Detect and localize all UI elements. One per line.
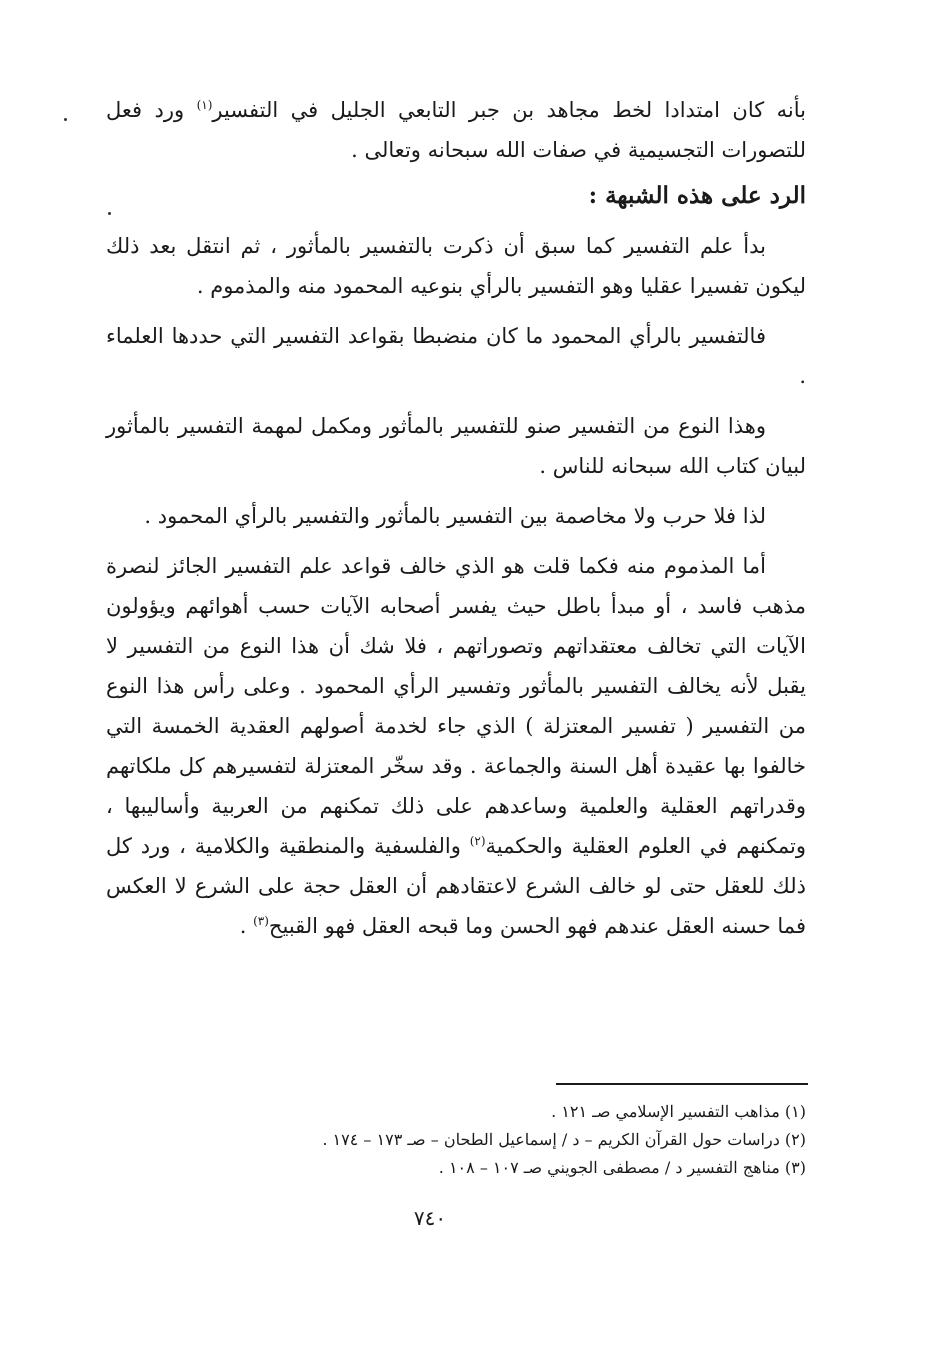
paragraph-1-text-b: ورد فعل للتصورات التجسيمية في صفات الله سبحانه وتعالى .: [106, 98, 806, 162]
scan-speck: [108, 212, 111, 215]
paragraph-6-text-b: والفلسفية والمنطقية والكلامية ، ورد كل ذلك للعقل حتى لو خالف الشرع لاعتقادهم أن العقل حجة على الشرع لا العكس فما حسنه العقل عندهم فهو الحسن وما قبحه العقل فهو القبيح: [106, 834, 806, 938]
paragraph-4: وهذا النوع من التفسير صنو للتفسير بالمأثور ومكمل لمهمة التفسير بالمأثور لبيان كتاب الله سبحانه للناس .: [106, 414, 806, 478]
paragraph-6: [106, 546, 806, 946]
page-number: ٧٤٠: [413, 1206, 447, 1230]
paragraph-1: [106, 90, 806, 170]
scan-speck: [64, 118, 67, 121]
footnote-1: (١) مذاهب التفسير الإسلامي صـ ١٢١ .: [551, 1102, 806, 1121]
paragraph-1-text-a: بأنه كان امتدادا لخط مجاهد بن جبر التابعي الجليل في التفسير: [212, 98, 806, 122]
footnote-2: (٢) دراسات حول القرآن الكريم – د / إسماعيل الطحان – صـ ١٧٣ – ١٧٤ .: [322, 1130, 806, 1149]
section-heading: الرد على هذه الشبهة :: [588, 182, 806, 209]
footnote-ref-2: (٢): [469, 834, 486, 848]
paragraph-2: بدأ علم التفسير كما سبق أن ذكرت بالتفسير بالمأثور ، ثم انتقل بعد ذلك ليكون تفسيرا عقليا وهو التفسير بالرأي بنوعيه المحمود منه والمذموم .: [106, 234, 806, 298]
footnote-ref-3: (٣): [253, 914, 269, 928]
paragraph-5: لذا فلا حرب ولا مخاصمة بين التفسير بالمأثور والتفسير بالرأي المحمود .: [144, 504, 766, 528]
paragraph-3: فالتفسير بالرأي المحمود ما كان منضبطا بقواعد التفسير التي حددها العلماء .: [106, 324, 806, 388]
paragraph-6-text-c: .: [239, 914, 254, 938]
footnote-divider: [556, 1083, 808, 1085]
footnotes: [106, 1098, 806, 1182]
footnote-3: (٣) مناهج التفسير د / مصطفى الجويني صـ ١٠٧ – ١٠٨ .: [438, 1158, 806, 1177]
paragraph-6-text-a: أما المذموم منه فكما قلت هو الذي خالف قواعد علم التفسير الجائز لنصرة مذهب فاسد ، أو مبدأ باطل حيث يفسر أصحابه الآيات حسب أهوائهم ويؤولون الآيات التي تخالف معتقداتهم وتصوراتهم ، فلا شك أن هذا النوع من التفسير لا يقبل لأنه يخالف التفسير بالمأثور وتفسير الرأي المحمود . وعلى رأس هذا النوع من التفسير ( تفسير المعتزلة ) الذي جاء لخدمة أصولهم العقدية الخمسة التي خالفوا بها عقيدة أهل السنة والجماعة . وقد سخّر المعتزلة لتفسيرهم كل ملكاتهم وقدراتهم العقلية والعلمية وساعدهم على ذلك تمكنهم من العربية وأساليبها ، وتمكنهم في العلوم العقلية والحكمية: [106, 554, 806, 858]
footnote-ref-1: (١): [196, 98, 213, 112]
main-text: [106, 90, 806, 946]
